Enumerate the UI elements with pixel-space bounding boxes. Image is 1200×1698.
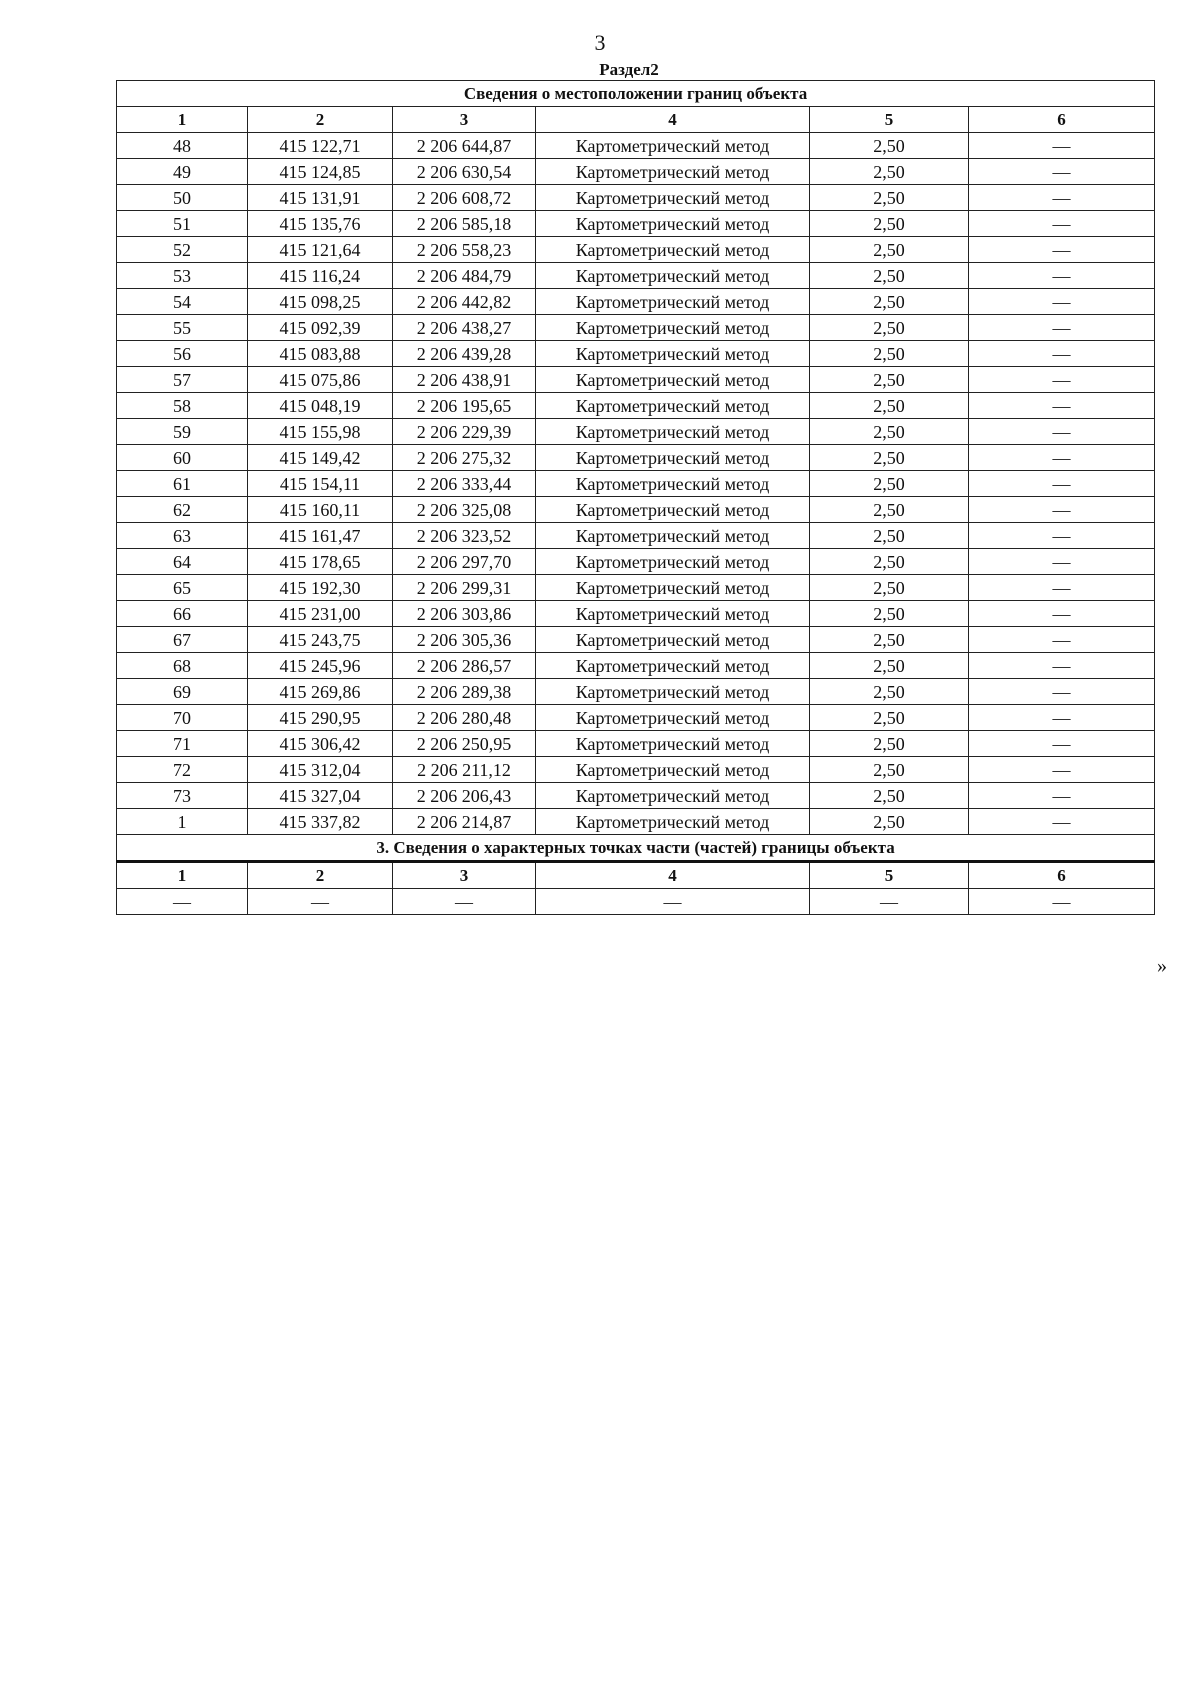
table-cell: 415 122,71 bbox=[248, 133, 393, 159]
table-cell: Картометрический метод bbox=[536, 445, 810, 471]
table-cell: Картометрический метод bbox=[536, 237, 810, 263]
table-cell: 2 206 442,82 bbox=[393, 289, 536, 315]
table-cell: 55 bbox=[117, 315, 248, 341]
table-cell: 51 bbox=[117, 211, 248, 237]
table-cell: — bbox=[969, 731, 1155, 757]
table-cell: — bbox=[969, 133, 1155, 159]
table-cell: 415 178,65 bbox=[248, 549, 393, 575]
table-caption-row bbox=[117, 81, 1155, 107]
table-cell: 2,50 bbox=[810, 367, 969, 393]
table-cell: 2 206 438,27 bbox=[393, 315, 536, 341]
table-cell: Картометрический метод bbox=[536, 133, 810, 159]
table-cell: — bbox=[969, 497, 1155, 523]
table-cell: Картометрический метод bbox=[536, 757, 810, 783]
table-cell: Картометрический метод bbox=[536, 289, 810, 315]
table-cell: 415 312,04 bbox=[248, 757, 393, 783]
table-cell: 2,50 bbox=[810, 289, 969, 315]
table-cell: 62 bbox=[117, 497, 248, 523]
table-cell: 70 bbox=[117, 705, 248, 731]
table-cell: 415 161,47 bbox=[248, 523, 393, 549]
table-cell: 2,50 bbox=[810, 731, 969, 757]
table-caption: Сведения о местоположении границ объекта bbox=[117, 81, 1155, 107]
table-cell: Картометрический метод bbox=[536, 523, 810, 549]
table-cell: — bbox=[969, 601, 1155, 627]
table-cell: 2,50 bbox=[810, 315, 969, 341]
table-cell: 415 092,39 bbox=[248, 315, 393, 341]
table-cell: 415 135,76 bbox=[248, 211, 393, 237]
table-cell: 2 206 439,28 bbox=[393, 341, 536, 367]
table-cell: 415 245,96 bbox=[248, 653, 393, 679]
table-cell: 1 bbox=[117, 862, 248, 889]
table-cell: 1 bbox=[117, 107, 248, 133]
table-cell: Картометрический метод bbox=[536, 211, 810, 237]
column-number-row bbox=[117, 862, 1155, 889]
table-row bbox=[117, 133, 1155, 159]
table-cell: 61 bbox=[117, 471, 248, 497]
table-row bbox=[117, 497, 1155, 523]
table-cell: Картометрический метод bbox=[536, 315, 810, 341]
table-cell: 66 bbox=[117, 601, 248, 627]
table-row bbox=[117, 211, 1155, 237]
table-cell: — bbox=[969, 393, 1155, 419]
table-cell: 72 bbox=[117, 757, 248, 783]
table-cell: Картометрический метод bbox=[536, 601, 810, 627]
table-row bbox=[117, 471, 1155, 497]
table-cell: 2,50 bbox=[810, 341, 969, 367]
table-cell: 2 206 299,31 bbox=[393, 575, 536, 601]
table-cell: — bbox=[969, 653, 1155, 679]
table-cell: Картометрический метод bbox=[536, 679, 810, 705]
table-cell: 48 bbox=[117, 133, 248, 159]
table-cell: 50 bbox=[117, 185, 248, 211]
table-row bbox=[117, 263, 1155, 289]
table-cell: 2 206 644,87 bbox=[393, 133, 536, 159]
table-row bbox=[117, 705, 1155, 731]
table-cell: Картометрический метод bbox=[536, 705, 810, 731]
table-cell: — bbox=[969, 185, 1155, 211]
table-row bbox=[117, 185, 1155, 211]
table-cell: 2 206 214,87 bbox=[393, 809, 536, 835]
table-cell: 2,50 bbox=[810, 185, 969, 211]
table-cell: 2 206 484,79 bbox=[393, 263, 536, 289]
table-row bbox=[117, 341, 1155, 367]
table-cell: 2,50 bbox=[810, 393, 969, 419]
table-cell: — bbox=[969, 679, 1155, 705]
table-cell: Картометрический метод bbox=[536, 809, 810, 835]
table-cell: 2 206 297,70 bbox=[393, 549, 536, 575]
table-cell: — bbox=[969, 523, 1155, 549]
table-cell: 2 206 325,08 bbox=[393, 497, 536, 523]
table-cell: 2,50 bbox=[810, 497, 969, 523]
table-cell: — bbox=[969, 367, 1155, 393]
table-row bbox=[117, 237, 1155, 263]
table-cell: — bbox=[536, 889, 810, 915]
table-cell: 1 bbox=[117, 809, 248, 835]
table-cell: — bbox=[969, 783, 1155, 809]
table-cell: Картометрический метод bbox=[536, 653, 810, 679]
table-cell: 2 206 195,65 bbox=[393, 393, 536, 419]
table-row bbox=[117, 783, 1155, 809]
table-cell: — bbox=[969, 445, 1155, 471]
table-cell: — bbox=[969, 471, 1155, 497]
table-row bbox=[117, 757, 1155, 783]
table-cell: 56 bbox=[117, 341, 248, 367]
table-cell: 415 121,64 bbox=[248, 237, 393, 263]
table-cell: 2,50 bbox=[810, 783, 969, 809]
table-cell: 2,50 bbox=[810, 445, 969, 471]
table-row bbox=[117, 575, 1155, 601]
column-number-row bbox=[117, 107, 1155, 133]
table-cell: 2 206 305,36 bbox=[393, 627, 536, 653]
table-cell: 53 bbox=[117, 263, 248, 289]
table-cell: 415 131,91 bbox=[248, 185, 393, 211]
table-cell: 2 206 630,54 bbox=[393, 159, 536, 185]
table-cell: 2,50 bbox=[810, 523, 969, 549]
table-cell: Картометрический метод bbox=[536, 159, 810, 185]
table-row bbox=[117, 679, 1155, 705]
table-cell: — bbox=[969, 211, 1155, 237]
table-cell: 3 bbox=[393, 862, 536, 889]
table-cell: Картометрический метод bbox=[536, 263, 810, 289]
table-cell: 2 206 558,23 bbox=[393, 237, 536, 263]
table-cell: 6 bbox=[969, 107, 1155, 133]
table-cell: Картометрический метод bbox=[536, 549, 810, 575]
table-cell: 2,50 bbox=[810, 133, 969, 159]
table-row bbox=[117, 159, 1155, 185]
table-cell: 73 bbox=[117, 783, 248, 809]
table-cell: 52 bbox=[117, 237, 248, 263]
table-cell: 2,50 bbox=[810, 627, 969, 653]
table-cell: 57 bbox=[117, 367, 248, 393]
table-cell: 65 bbox=[117, 575, 248, 601]
table-cell: 2 bbox=[248, 862, 393, 889]
table-cell: Картометрический метод bbox=[536, 783, 810, 809]
table-cell: Картометрический метод bbox=[536, 393, 810, 419]
table-row bbox=[117, 549, 1155, 575]
part-caption-row bbox=[117, 835, 1155, 862]
table-row bbox=[117, 809, 1155, 835]
table-cell: Картометрический метод bbox=[536, 419, 810, 445]
table-row bbox=[117, 289, 1155, 315]
table-cell: 2 206 229,39 bbox=[393, 419, 536, 445]
closing-quote: » bbox=[1157, 955, 1167, 977]
table-cell: 415 098,25 bbox=[248, 289, 393, 315]
table-cell: — bbox=[969, 809, 1155, 835]
table-cell: — bbox=[969, 263, 1155, 289]
table-cell: 2,50 bbox=[810, 809, 969, 835]
table-cell: 63 bbox=[117, 523, 248, 549]
table-cell: — bbox=[969, 419, 1155, 445]
table-cell: 415 155,98 bbox=[248, 419, 393, 445]
table-cell: 2 206 438,91 bbox=[393, 367, 536, 393]
table-cell: 6 bbox=[969, 862, 1155, 889]
table-cell: 58 bbox=[117, 393, 248, 419]
table-row bbox=[117, 523, 1155, 549]
table-cell: 2,50 bbox=[810, 471, 969, 497]
table-cell: 2,50 bbox=[810, 653, 969, 679]
table-cell: 69 bbox=[117, 679, 248, 705]
table-cell: 2 206 206,43 bbox=[393, 783, 536, 809]
table-cell: — bbox=[969, 889, 1155, 915]
table-cell: 5 bbox=[810, 107, 969, 133]
table-cell: 2 206 211,12 bbox=[393, 757, 536, 783]
table-cell: 2,50 bbox=[810, 419, 969, 445]
table-cell: 2 206 289,38 bbox=[393, 679, 536, 705]
table-body bbox=[117, 81, 1155, 915]
table-cell: 2,50 bbox=[810, 549, 969, 575]
table-cell: 2,50 bbox=[810, 263, 969, 289]
table-cell: 2 206 250,95 bbox=[393, 731, 536, 757]
table-cell: — bbox=[810, 889, 969, 915]
table-cell: — bbox=[969, 575, 1155, 601]
table-cell: 415 337,82 bbox=[248, 809, 393, 835]
table-cell: 2 206 303,86 bbox=[393, 601, 536, 627]
table-cell: Картометрический метод bbox=[536, 497, 810, 523]
table-cell: 415 124,85 bbox=[248, 159, 393, 185]
table-cell: — bbox=[969, 627, 1155, 653]
table-cell: 415 231,00 bbox=[248, 601, 393, 627]
table-cell: 2,50 bbox=[810, 159, 969, 185]
table-cell: 415 290,95 bbox=[248, 705, 393, 731]
table-row bbox=[117, 445, 1155, 471]
table-cell: — bbox=[393, 889, 536, 915]
table-cell: 4 bbox=[536, 862, 810, 889]
table-cell: 2 206 275,32 bbox=[393, 445, 536, 471]
table-cell: Картометрический метод bbox=[536, 471, 810, 497]
table-cell: 5 bbox=[810, 862, 969, 889]
table-cell: 2,50 bbox=[810, 679, 969, 705]
table-cell: 415 149,42 bbox=[248, 445, 393, 471]
table-row bbox=[117, 367, 1155, 393]
table-row bbox=[117, 419, 1155, 445]
table-cell: 68 bbox=[117, 653, 248, 679]
table-row bbox=[117, 315, 1155, 341]
table-cell: 415 306,42 bbox=[248, 731, 393, 757]
page-number: 3 bbox=[594, 30, 606, 55]
table-cell: 415 075,86 bbox=[248, 367, 393, 393]
table-cell: 415 116,24 bbox=[248, 263, 393, 289]
table-cell: 60 bbox=[117, 445, 248, 471]
table-cell: 2 206 333,44 bbox=[393, 471, 536, 497]
table-cell: — bbox=[969, 757, 1155, 783]
table-cell: — bbox=[969, 549, 1155, 575]
table-cell: — bbox=[117, 889, 248, 915]
table-row bbox=[117, 731, 1155, 757]
table-cell: — bbox=[969, 237, 1155, 263]
table-cell: 64 bbox=[117, 549, 248, 575]
table-row bbox=[117, 653, 1155, 679]
table-cell: 2 206 280,48 bbox=[393, 705, 536, 731]
boundary-coordinates-table bbox=[116, 80, 1155, 915]
table-cell: — bbox=[969, 315, 1155, 341]
table-cell: 2,50 bbox=[810, 575, 969, 601]
table-cell: — bbox=[969, 705, 1155, 731]
table-cell: 415 243,75 bbox=[248, 627, 393, 653]
table-cell: Картометрический метод bbox=[536, 575, 810, 601]
table-cell: 415 160,11 bbox=[248, 497, 393, 523]
table-cell: 415 269,86 bbox=[248, 679, 393, 705]
table-cell: 2 206 608,72 bbox=[393, 185, 536, 211]
section-title: Раздел2 bbox=[599, 60, 659, 79]
table-cell: — bbox=[969, 289, 1155, 315]
table-cell: 49 bbox=[117, 159, 248, 185]
table-cell: Картометрический метод bbox=[536, 341, 810, 367]
table-cell: — bbox=[969, 341, 1155, 367]
table-cell: Картометрический метод bbox=[536, 731, 810, 757]
table-cell: 2,50 bbox=[810, 211, 969, 237]
table-cell: 415 327,04 bbox=[248, 783, 393, 809]
table-row bbox=[117, 627, 1155, 653]
table-cell: 4 bbox=[536, 107, 810, 133]
part-caption: 3. Сведения о характерных точках части (частей) границы объекта bbox=[117, 835, 1155, 862]
table-cell: 415 083,88 bbox=[248, 341, 393, 367]
table-cell: 3 bbox=[393, 107, 536, 133]
table-cell: 2,50 bbox=[810, 705, 969, 731]
table-cell: 59 bbox=[117, 419, 248, 445]
table-cell: 415 048,19 bbox=[248, 393, 393, 419]
table-cell: 2 206 585,18 bbox=[393, 211, 536, 237]
table-cell: 415 192,30 bbox=[248, 575, 393, 601]
table-row bbox=[117, 393, 1155, 419]
table-cell: 2 206 323,52 bbox=[393, 523, 536, 549]
table-cell: 71 bbox=[117, 731, 248, 757]
table-cell: Картометрический метод bbox=[536, 367, 810, 393]
table-cell: 415 154,11 bbox=[248, 471, 393, 497]
table-cell: 2,50 bbox=[810, 757, 969, 783]
table-row bbox=[117, 601, 1155, 627]
table-cell: 2 bbox=[248, 107, 393, 133]
table-cell: — bbox=[248, 889, 393, 915]
table-cell: 2 206 286,57 bbox=[393, 653, 536, 679]
table-row bbox=[117, 889, 1155, 915]
table-cell: 2,50 bbox=[810, 601, 969, 627]
table-cell: Картометрический метод bbox=[536, 627, 810, 653]
table-cell: 67 bbox=[117, 627, 248, 653]
table-cell: 2,50 bbox=[810, 237, 969, 263]
table-cell: — bbox=[969, 159, 1155, 185]
table-cell: Картометрический метод bbox=[536, 185, 810, 211]
table-cell: 54 bbox=[117, 289, 248, 315]
